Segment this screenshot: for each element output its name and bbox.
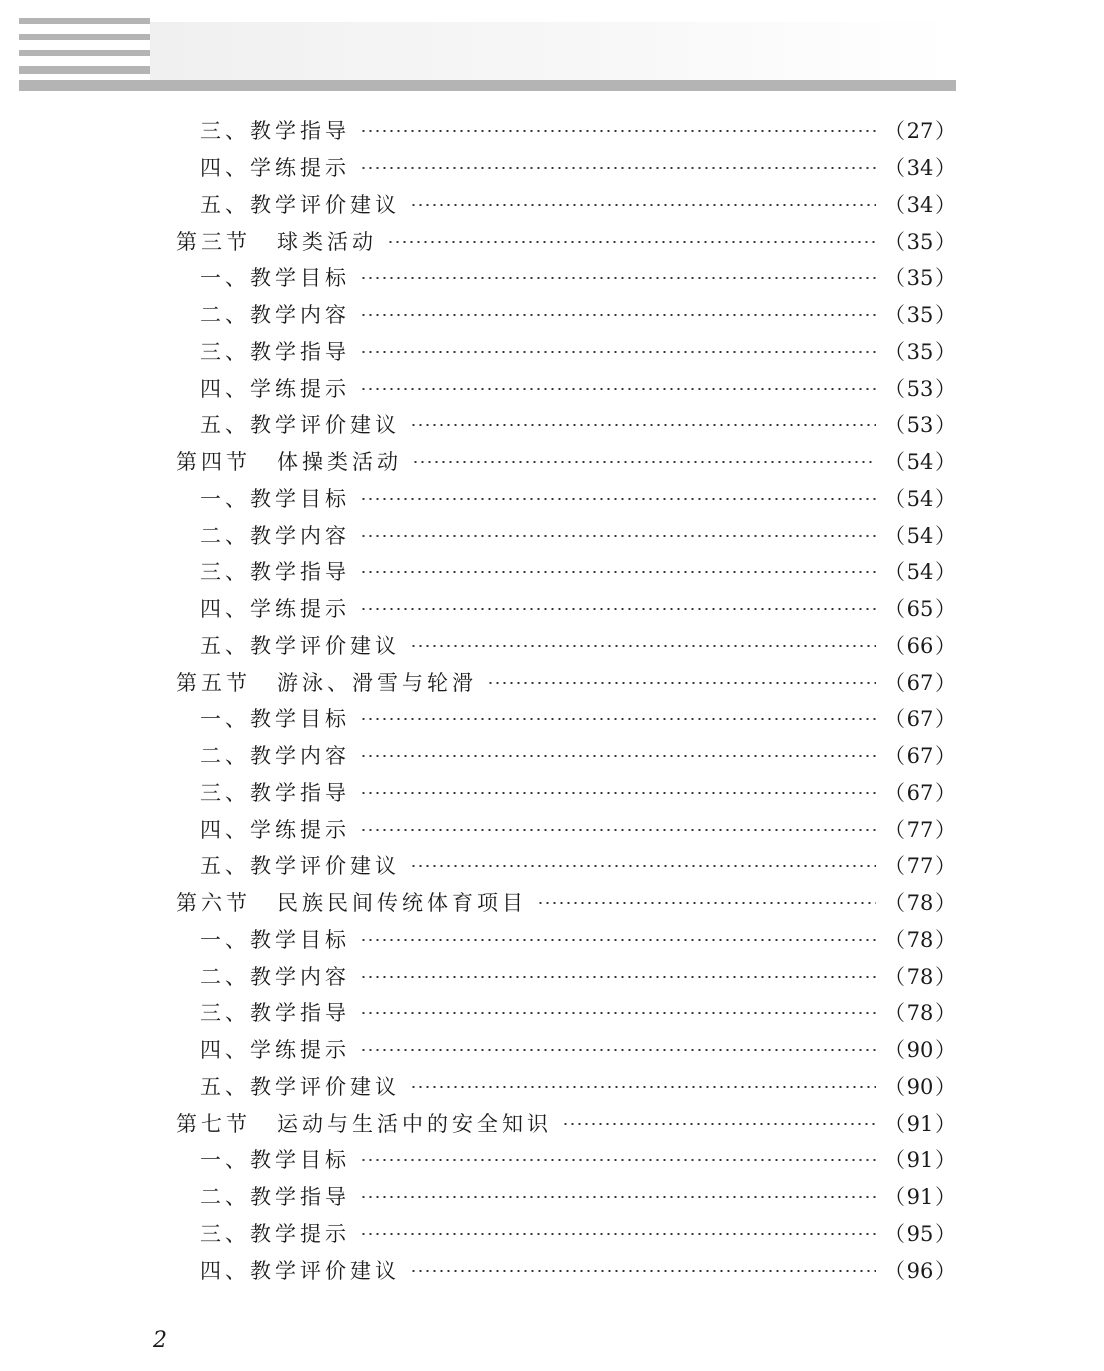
toc-page-ref (884, 336, 956, 366)
dot-leader (360, 1159, 876, 1161)
open-paren: （ (884, 560, 905, 585)
toc-page-ref (884, 262, 956, 292)
close-paren: ） (935, 1258, 956, 1283)
close-paren: ） (935, 1074, 956, 1099)
close-paren: ） (935, 1185, 956, 1210)
toc-subentry[interactable] (176, 737, 956, 774)
toc-page-ref (884, 703, 956, 733)
toc-section-entry[interactable] (176, 884, 956, 921)
open-paren: （ (884, 413, 905, 438)
toc-entry-title: 二、教学内容 (200, 303, 350, 328)
open-paren: （ (884, 744, 905, 769)
toc-page-number: 35 (906, 303, 934, 328)
toc-entry-title: 五、教学评价建议 (200, 633, 400, 658)
open-paren: （ (884, 303, 905, 328)
open-paren: （ (884, 229, 905, 254)
section-label: 第六节 (176, 891, 251, 916)
toc-entry-title: 一、教学目标 (200, 707, 350, 732)
close-paren: ） (935, 1221, 956, 1246)
toc-entry-title: 二、教学内容 (200, 964, 350, 989)
section-label: 第五节 (176, 670, 251, 695)
toc-subentry[interactable] (176, 1068, 956, 1105)
toc-entry-title: 四、学练提示 (200, 597, 350, 622)
dot-leader (562, 1123, 876, 1125)
close-paren: ） (935, 670, 956, 695)
dot-leader (360, 314, 876, 316)
toc-section-entry[interactable] (176, 1104, 956, 1141)
toc-subentry[interactable] (176, 480, 956, 517)
toc-subentry[interactable] (176, 590, 956, 627)
open-paren: （ (884, 192, 905, 217)
header-stripe (19, 50, 150, 56)
open-paren: （ (884, 1111, 905, 1136)
dot-leader (360, 792, 876, 794)
dot-leader (387, 241, 876, 243)
dot-leader (487, 682, 876, 684)
close-paren: ） (935, 303, 956, 328)
toc-subentry[interactable] (176, 406, 956, 443)
toc-entry-title: 四、教学评价建议 (200, 1258, 400, 1283)
open-paren: （ (884, 1148, 905, 1173)
open-paren: （ (884, 339, 905, 364)
toc-page-ref (884, 409, 956, 439)
dot-leader (537, 902, 876, 904)
toc-entry-title: 二、教学内容 (200, 744, 350, 769)
toc-page-number: 66 (906, 633, 934, 658)
toc-page-number: 27 (906, 119, 934, 144)
close-paren: ） (935, 854, 956, 879)
toc-entry-title: 一、教学目标 (200, 486, 350, 511)
toc-page-number: 54 (906, 560, 934, 585)
toc-page-number: 67 (906, 744, 934, 769)
open-paren: （ (884, 523, 905, 548)
toc-page-ref (884, 924, 956, 954)
open-paren: （ (884, 1185, 905, 1210)
toc-page-ref (884, 520, 956, 550)
toc-subentry[interactable] (176, 149, 956, 186)
open-paren: （ (884, 1258, 905, 1283)
close-paren: ） (935, 964, 956, 989)
toc-page-ref (884, 887, 956, 917)
header-stripe (19, 34, 150, 40)
close-paren: ） (935, 1038, 956, 1063)
dot-leader (360, 1049, 876, 1051)
toc-page-number: 91 (906, 1111, 934, 1136)
close-paren: ） (935, 192, 956, 217)
toc-subentry[interactable] (176, 112, 956, 149)
close-paren: ） (935, 817, 956, 842)
section-title: 运动与生活中的安全知识 (277, 1111, 552, 1136)
dot-leader (360, 608, 876, 610)
dot-leader (360, 277, 876, 279)
toc-entry-title: 四、学练提示 (200, 156, 350, 181)
page-number: 2 (153, 1328, 167, 1353)
dot-leader (412, 461, 876, 463)
open-paren: （ (884, 119, 905, 144)
open-paren: （ (884, 1001, 905, 1026)
open-paren: （ (884, 633, 905, 658)
close-paren: ） (935, 266, 956, 291)
toc-page-number: 35 (906, 229, 934, 254)
toc-page-number: 54 (906, 523, 934, 548)
open-paren: （ (884, 1074, 905, 1099)
section-title: 民族民间传统体育项目 (277, 891, 527, 916)
open-paren: （ (884, 780, 905, 805)
close-paren: ） (935, 707, 956, 732)
open-paren: （ (884, 854, 905, 879)
toc-subentry[interactable] (176, 259, 956, 296)
toc-page-ref (884, 1108, 956, 1138)
toc-page-number: 77 (906, 854, 934, 879)
toc-entry-title: 四、学练提示 (200, 1038, 350, 1063)
toc-subentry[interactable] (176, 1178, 956, 1215)
toc-entry-title: 五、教学评价建议 (200, 413, 400, 438)
toc-page-ref (884, 483, 956, 513)
toc-page-number: 95 (906, 1221, 934, 1246)
toc-page-number: 96 (906, 1258, 934, 1283)
toc-entry-title: 一、教学目标 (200, 1148, 350, 1173)
toc-page-ref (884, 556, 956, 586)
toc-subentry[interactable] (176, 333, 956, 370)
toc-subentry[interactable] (176, 921, 956, 958)
toc-page-ref (884, 1218, 956, 1248)
header-banner (150, 22, 956, 80)
toc-page-ref (884, 373, 956, 403)
toc-subentry[interactable] (176, 1031, 956, 1068)
close-paren: ） (935, 486, 956, 511)
close-paren: ） (935, 229, 956, 254)
toc-subentry[interactable] (176, 847, 956, 884)
dot-leader (410, 645, 876, 647)
toc-entry-title: 三、教学指导 (200, 119, 350, 144)
toc-page-ref (884, 1071, 956, 1101)
close-paren: ） (935, 744, 956, 769)
close-paren: ） (935, 376, 956, 401)
dot-leader (360, 498, 876, 500)
toc-section-entry[interactable] (176, 663, 956, 700)
dot-leader (360, 535, 876, 537)
toc-page-ref (884, 667, 956, 697)
dot-leader (410, 424, 876, 426)
dot-leader (360, 571, 876, 573)
toc-page-ref (884, 446, 956, 476)
header-rule (19, 80, 956, 91)
toc-entry-title: 五、教学评价建议 (200, 1074, 400, 1099)
close-paren: ） (935, 119, 956, 144)
toc-page-ref (884, 961, 956, 991)
toc-subentry[interactable] (176, 553, 956, 590)
open-paren: （ (884, 376, 905, 401)
dot-leader (360, 755, 876, 757)
toc-page-number: 34 (906, 192, 934, 217)
close-paren: ） (935, 156, 956, 181)
close-paren: ） (935, 891, 956, 916)
toc-section-entry[interactable] (176, 443, 956, 480)
toc-section-entry[interactable] (176, 222, 956, 259)
open-paren: （ (884, 707, 905, 732)
toc-page-number: 67 (906, 780, 934, 805)
dot-leader (360, 976, 876, 978)
toc-page-ref (884, 115, 956, 145)
toc-subentry[interactable] (176, 994, 956, 1031)
table-of-contents (176, 112, 956, 1288)
close-paren: ） (935, 523, 956, 548)
open-paren: （ (884, 1038, 905, 1063)
toc-subentry[interactable] (176, 186, 956, 223)
toc-subentry[interactable] (176, 627, 956, 664)
toc-entry-title: 五、教学评价建议 (200, 854, 400, 879)
open-paren: （ (884, 266, 905, 291)
header-stripe (19, 66, 150, 74)
toc-entry-title (176, 446, 402, 476)
toc-page-number: 34 (906, 156, 934, 181)
toc-page-number: 91 (906, 1185, 934, 1210)
toc-entry-title: 四、学练提示 (200, 376, 350, 401)
dot-leader (360, 718, 876, 720)
dot-leader (410, 204, 876, 206)
header-decoration-lines (19, 18, 150, 74)
dot-leader (360, 1233, 876, 1235)
dot-leader (410, 1270, 876, 1272)
close-paren: ） (935, 1148, 956, 1173)
toc-entry-title (176, 226, 377, 256)
open-paren: （ (884, 486, 905, 511)
close-paren: ） (935, 339, 956, 364)
toc-subentry[interactable] (176, 369, 956, 406)
close-paren: ） (935, 780, 956, 805)
toc-page-number: 78 (906, 927, 934, 952)
close-paren: ） (935, 633, 956, 658)
toc-page-number: 53 (906, 413, 934, 438)
close-paren: ） (935, 927, 956, 952)
dot-leader (360, 167, 876, 169)
toc-subentry[interactable] (176, 957, 956, 994)
dot-leader (360, 1012, 876, 1014)
toc-entry-title: 二、教学指导 (200, 1185, 350, 1210)
toc-page-number: 54 (906, 486, 934, 511)
dot-leader (360, 130, 876, 132)
toc-page-number: 35 (906, 339, 934, 364)
close-paren: ） (935, 450, 956, 475)
toc-page-number: 90 (906, 1038, 934, 1063)
toc-page-number: 91 (906, 1148, 934, 1173)
toc-page-ref (884, 814, 956, 844)
toc-entry-title (176, 887, 527, 917)
toc-entry-title: 三、教学指导 (200, 1001, 350, 1026)
toc-subentry[interactable] (176, 1141, 956, 1178)
toc-page-number: 78 (906, 891, 934, 916)
toc-entry-title (176, 1108, 552, 1138)
section-title: 游泳、滑雪与轮滑 (277, 670, 477, 695)
dot-leader (410, 865, 876, 867)
toc-page-ref (884, 777, 956, 807)
toc-page-number: 53 (906, 376, 934, 401)
section-label: 第四节 (176, 450, 251, 475)
toc-page-number: 67 (906, 670, 934, 695)
toc-subentry[interactable] (176, 296, 956, 333)
toc-page-number: 77 (906, 817, 934, 842)
toc-page-ref (884, 630, 956, 660)
toc-entry-title: 一、教学目标 (200, 927, 350, 952)
toc-entry-title (176, 667, 477, 697)
open-paren: （ (884, 597, 905, 622)
open-paren: （ (884, 964, 905, 989)
toc-page-ref (884, 740, 956, 770)
toc-page-number: 78 (906, 1001, 934, 1026)
toc-subentry[interactable] (176, 516, 956, 553)
close-paren: ） (935, 1001, 956, 1026)
toc-page-number: 54 (906, 450, 934, 475)
toc-page-ref (884, 1255, 956, 1285)
toc-subentry[interactable] (176, 810, 956, 847)
open-paren: （ (884, 927, 905, 952)
close-paren: ） (935, 413, 956, 438)
toc-subentry[interactable] (176, 774, 956, 811)
toc-page-number: 67 (906, 707, 934, 732)
toc-entry-title: 五、教学评价建议 (200, 192, 400, 217)
section-label: 第七节 (176, 1111, 251, 1136)
toc-page-number: 78 (906, 964, 934, 989)
toc-page-ref (884, 152, 956, 182)
toc-page-number: 35 (906, 266, 934, 291)
toc-subentry[interactable] (176, 1215, 956, 1252)
toc-entry-title: 三、教学提示 (200, 1221, 350, 1246)
open-paren: （ (884, 1221, 905, 1246)
dot-leader (360, 1196, 876, 1198)
close-paren: ） (935, 597, 956, 622)
toc-entry-title: 四、学练提示 (200, 817, 350, 842)
section-title: 体操类活动 (277, 450, 402, 475)
toc-subentry[interactable] (176, 700, 956, 737)
toc-subentry[interactable] (176, 1251, 956, 1288)
header-stripe (19, 18, 150, 24)
close-paren: ） (935, 560, 956, 585)
dot-leader (360, 939, 876, 941)
toc-entry-title: 三、教学指导 (200, 780, 350, 805)
open-paren: （ (884, 817, 905, 842)
dot-leader (360, 388, 876, 390)
toc-entry-title: 二、教学内容 (200, 523, 350, 548)
open-paren: （ (884, 891, 905, 916)
toc-page-ref (884, 1034, 956, 1064)
dot-leader (360, 351, 876, 353)
toc-page-ref (884, 299, 956, 329)
dot-leader (360, 829, 876, 831)
toc-page-ref (884, 1144, 956, 1174)
toc-page-ref (884, 189, 956, 219)
open-paren: （ (884, 450, 905, 475)
toc-entry-title: 一、教学目标 (200, 266, 350, 291)
toc-page-ref (884, 997, 956, 1027)
toc-entry-title: 三、教学指导 (200, 339, 350, 364)
toc-page-ref (884, 226, 956, 256)
toc-page-ref (884, 593, 956, 623)
open-paren: （ (884, 156, 905, 181)
open-paren: （ (884, 670, 905, 695)
toc-page-ref (884, 850, 956, 880)
section-title: 球类活动 (277, 229, 377, 254)
toc-entry-title: 三、教学指导 (200, 560, 350, 585)
toc-page-number: 90 (906, 1074, 934, 1099)
toc-page-ref (884, 1181, 956, 1211)
dot-leader (410, 1086, 876, 1088)
close-paren: ） (935, 1111, 956, 1136)
toc-page-number: 65 (906, 597, 934, 622)
section-label: 第三节 (176, 229, 251, 254)
